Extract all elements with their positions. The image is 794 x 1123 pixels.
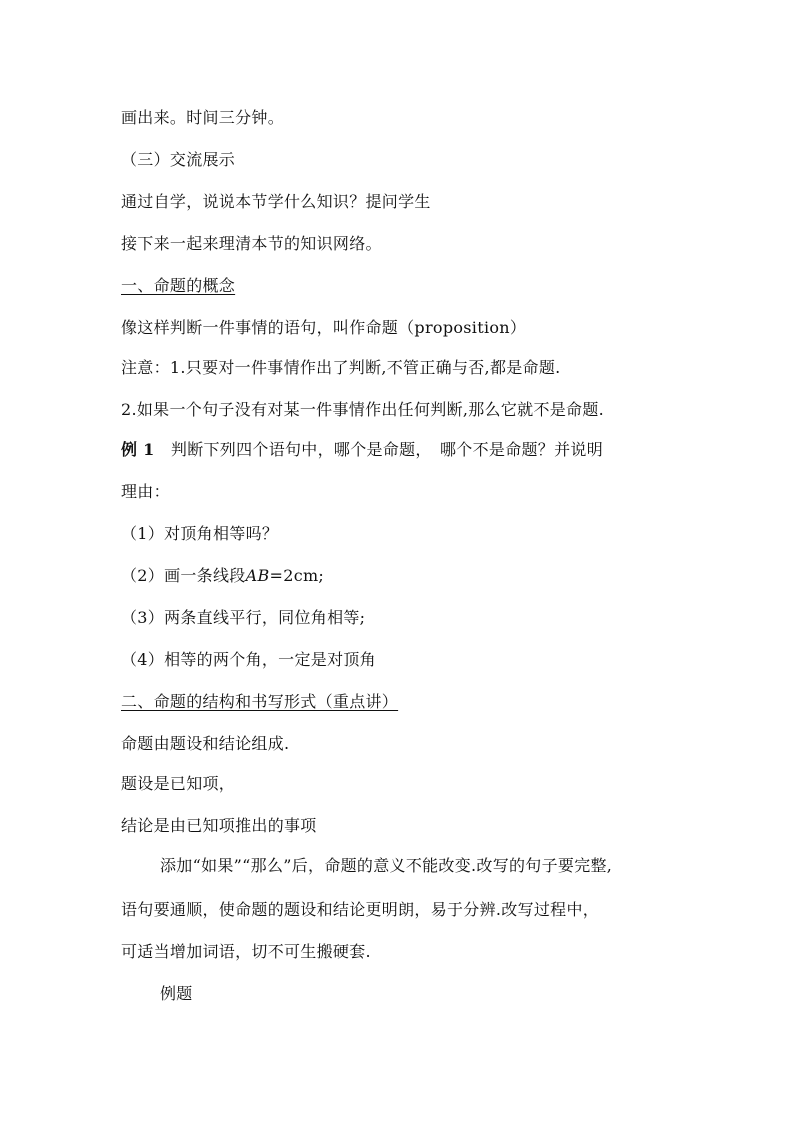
list-item-1: （1）对顶角相等吗？ — [121, 524, 279, 543]
heading-proposition-structure: 二、命题的结构和书写形式（重点讲） — [121, 692, 399, 711]
text-line-note-2: 2.如果一个句子没有对某一件事情作出任何判断,那么它就不是命题. — [121, 400, 605, 419]
list-item-2 — [121, 566, 324, 586]
text-line-conclusion: 结论是由已知项推出的事项 — [121, 816, 317, 835]
text-line-example-heading: 例题 — [160, 984, 193, 1003]
list-item-4: （4）相等的两个角，一定是对顶角 — [121, 650, 376, 669]
text-line-self-study: 通过自学，说说本节学什么知识？提问学生 — [121, 192, 431, 211]
text-line-example-1 — [121, 440, 603, 460]
example-label: 例 1 — [121, 440, 155, 459]
text-line-rewrite-1: 添加“如果”“那么”后，命题的意义不能改变.改写的句子要完整, — [160, 856, 613, 875]
text-line-rewrite-2: 语句要通顺，使命题的题设和结论更明朗，易于分辨.改写过程中， — [121, 900, 600, 919]
list-item-2-text: （2）画一条线段 — [121, 566, 246, 585]
example-question: 判断下列四个语句中，哪个是命题， 哪个不是命题？并说明 — [154, 440, 604, 459]
text-line-note-1: 注意：1.只要对一件事情作出了判断,不管正确与否,都是命题. — [121, 358, 561, 377]
list-item-3: （3）两条直线平行，同位角相等; — [121, 608, 366, 627]
heading-proposition-concept: 一、命题的概念 — [121, 276, 236, 295]
segment-length: =2cm; — [269, 566, 325, 585]
text-line-reason: 理由： — [121, 482, 170, 501]
text-line-composition: 命题由题设和结论组成. — [121, 734, 290, 753]
section-heading-exchange: （三）交流展示 — [121, 150, 236, 169]
text-line-intro: 画出来。时间三分钟。 — [121, 108, 285, 127]
text-line-definition: 像这样判断一件事情的语句，叫作命题（proposition） — [121, 318, 527, 337]
text-line-rewrite-3: 可适当增加词语，切不可生搬硬套. — [121, 942, 371, 961]
segment-name: AB — [245, 566, 270, 585]
text-line-premise: 题设是已知项， — [121, 774, 236, 793]
text-line-knowledge-network: 接下来一起来理清本节的知识网络。 — [121, 234, 382, 253]
